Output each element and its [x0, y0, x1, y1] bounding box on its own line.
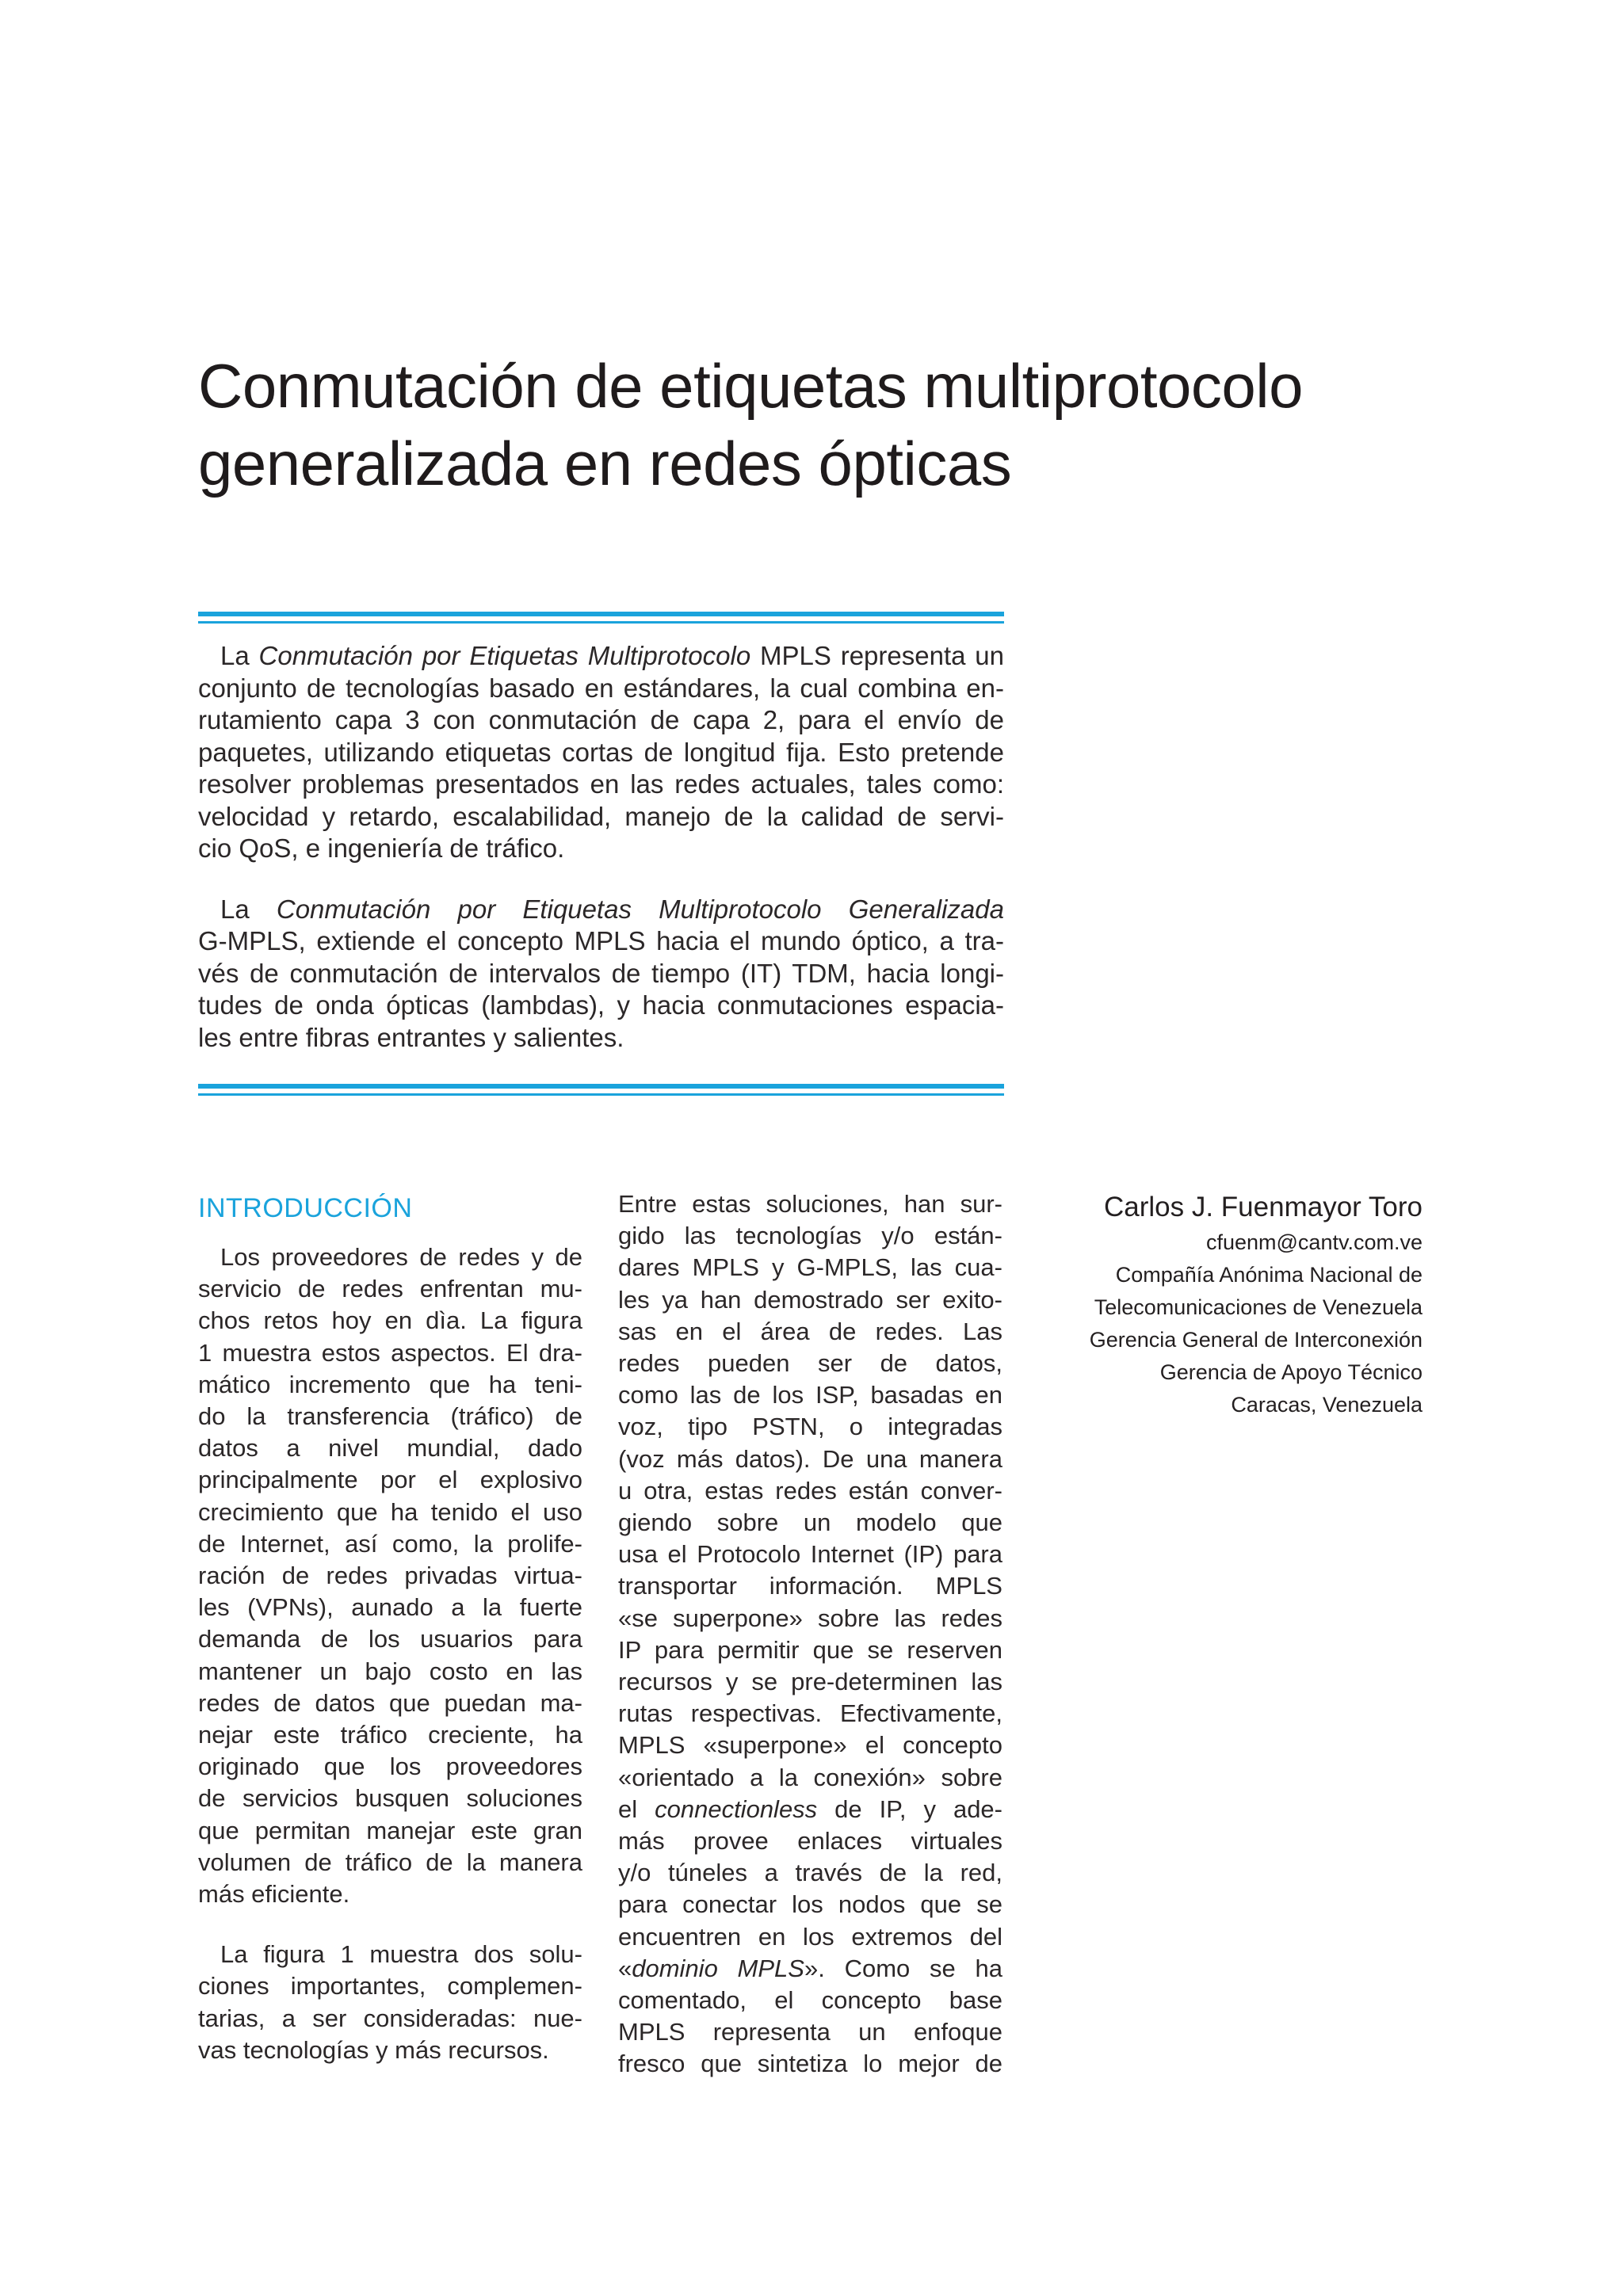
- text-line: demanda de los usuarios para: [198, 1625, 582, 1653]
- text-line: resolver problemas presentados en las redes actuales, tales como:: [198, 769, 1004, 799]
- text-line: cio QoS, e ingeniería de tráfico.: [198, 833, 565, 863]
- text-line: MPLS representa un enfoque: [618, 2018, 1002, 2046]
- text-line: tudes de onda ópticas (lambdas), y hacia conmutaciones espacia-: [198, 990, 1004, 1020]
- column-2: [618, 1188, 1002, 2109]
- abstract-paragraph-2: La Conmutación por Etiquetas Multiprotocolo Generalizada G-MPLS, extiende el concepto MPLS hacia el mundo óptico, a tra- vés de conmutación de intervalos de tiempo (IT) TDM, hacia longi- tudes de onda ópticas (lambdas), y hacia conmutaciones espacia- les entre fibras entrantes y salientes.: [198, 894, 1004, 1055]
- author-affiliation: Gerencia de Apoyo Técnico: [1159, 1360, 1423, 1384]
- text-line: de Internet, así como, la prolife-: [198, 1529, 582, 1558]
- text-line: mático incremento que ha teni-: [198, 1370, 582, 1398]
- text-line: servicio de redes enfrentan mu-: [198, 1275, 582, 1303]
- intro-paragraph-2: [198, 1939, 582, 2066]
- text-line: fresco que sintetiza lo mejor de: [618, 2050, 1002, 2078]
- column-1: [198, 1192, 582, 2095]
- text-line: redes de datos que puedan ma-: [198, 1688, 582, 1717]
- text-line: principalmente por el explosivo: [198, 1466, 582, 1494]
- text-line: redes pueden ser de datos,: [618, 1349, 1002, 1378]
- text-line: comentado, el concepto base: [618, 1986, 1002, 2015]
- text-line: el connectionless de IP, y ade-: [618, 1794, 1002, 1823]
- text-line: velocidad y retardo, escalabilidad, manejo de la calidad de servi-: [198, 801, 1004, 831]
- text-line: giendo sobre un modelo que: [618, 1508, 1002, 1537]
- author-name: Carlos J. Fuenmayor Toro: [1103, 1192, 1423, 1222]
- emphasis: Conmutación por Etiquetas Multiprotocolo: [258, 641, 751, 670]
- text-line: originado que los proveedores: [198, 1753, 582, 1781]
- text-line: «se superpone» sobre las redes: [618, 1604, 1002, 1632]
- text-line: rutas respectivas. Efectivamente,: [618, 1699, 1002, 1728]
- author-email: cfuenm@cantv.com.ve: [1205, 1230, 1423, 1254]
- text-line: tarias, a ser consideradas: nue-: [198, 2004, 582, 2032]
- text-line: usa el Protocolo Internet (IP) para: [618, 1540, 1002, 1569]
- text-line: que permitan manejar este gran: [198, 1816, 582, 1844]
- text-line: «orientado a la conexión» sobre: [618, 1763, 1002, 1791]
- abstract: [198, 640, 1004, 1082]
- article-title: [198, 347, 1387, 502]
- text-line: volumen de tráfico de la manera: [198, 1848, 582, 1876]
- author-affiliation: Caracas, Venezuela: [1231, 1393, 1423, 1417]
- top-rule: [198, 612, 1004, 624]
- text-line: u otra, estas redes están conver-: [618, 1476, 1002, 1505]
- author-affiliation: Compañía Anónima Nacional de: [1115, 1263, 1423, 1287]
- text-line: G-MPLS, extiende el concepto MPLS hacia el mundo óptico, a tra-: [198, 926, 1004, 955]
- text-line: les (VPNs), aunado a la fuerte: [198, 1593, 582, 1622]
- title-line: Conmutación de etiquetas multiprotocolo: [198, 351, 1303, 421]
- bottom-rule: [198, 1084, 1004, 1096]
- abstract-paragraph-1: La Conmutación por Etiquetas Multiprotocolo MPLS representa un conjunto de tecnologías basado en estándares, la cual combina en- rutamiento capa 3 con conmutación de capa 2, para el envío de paquetes, utilizando etiquetas cortas de longitud fija. Esto pretende resolver problemas presentados en las redes actuales, tales como: velocidad y retardo, escalabilidad, manejo de la calidad de servi- cio QoS, e ingeniería de tráfico.: [198, 640, 1004, 865]
- intro-paragraph-1: [198, 1241, 582, 1910]
- author-block: [983, 1188, 1423, 1421]
- text-line: les entre fibras entrantes y salientes.: [198, 1022, 624, 1052]
- text-line: nejar este tráfico creciente, ha: [198, 1721, 582, 1749]
- text-line: chos retos hoy en dìa. La figura: [198, 1306, 582, 1335]
- text-line: IP para permitir que se reserven: [618, 1635, 1002, 1664]
- title-line: generalizada en redes ópticas: [198, 429, 1012, 498]
- text-line: 1 muestra estos aspectos. El dra-: [198, 1338, 582, 1367]
- text-line: dares MPLS y G-MPLS, las cua-: [618, 1253, 1002, 1282]
- text-line: más eficiente.: [198, 1880, 350, 1909]
- text-line: recursos y se pre-determinen las: [618, 1668, 1002, 1696]
- text-line: ciones importantes, complemen-: [198, 1972, 582, 2000]
- text-line: vas tecnologías y más recursos.: [198, 2035, 549, 2064]
- text-line: MPLS «superpone» el concepto: [618, 1731, 1002, 1760]
- text-line: les ya han demostrado ser exito-: [618, 1285, 1002, 1314]
- text-line: datos a nivel mundial, dado: [198, 1434, 582, 1463]
- text-line: y/o túneles a través de la red,: [618, 1859, 1002, 1887]
- text-line: La figura 1 muestra dos solu-: [220, 1940, 582, 1969]
- text-line: rutamiento capa 3 con conmutación de capa 2, para el envío de: [198, 705, 1004, 734]
- text-line: gido las tecnologías y/o están-: [618, 1222, 1002, 1250]
- text-line: como las de los ISP, basadas en: [618, 1381, 1002, 1409]
- text-line: vés de conmutación de intervalos de tiempo (IT) TDM, hacia longi-: [198, 958, 1004, 988]
- emphasis: connectionless: [655, 1794, 818, 1823]
- text-line: transportar información. MPLS: [618, 1572, 1002, 1600]
- body-paragraph: [618, 1188, 1002, 2081]
- text-line: más provee enlaces virtuales: [618, 1827, 1002, 1855]
- text-line: para conectar los nodos que se: [618, 1890, 1002, 1919]
- text-line: voz, tipo PSTN, o integradas: [618, 1413, 1002, 1441]
- text-line: de servicios busquen soluciones: [198, 1784, 582, 1813]
- text-line: crecimiento que ha tenido el uso: [198, 1497, 582, 1526]
- text-line: (voz más datos). De una manera: [618, 1444, 1002, 1473]
- text-line: Entre estas soluciones, han sur-: [618, 1190, 1002, 1218]
- text-line: do la transferencia (tráfico) de: [198, 1402, 582, 1431]
- section-heading: INTRODUCCIÓN: [198, 1193, 413, 1223]
- text-line: ración de redes privadas virtua-: [198, 1562, 582, 1590]
- text-line: Los proveedores de redes y de: [220, 1243, 582, 1271]
- emphasis: Conmutación por Etiquetas Multiprotocolo Generalizada: [276, 894, 1004, 924]
- emphasis: dominio MPLS: [632, 1954, 804, 1982]
- text-line: sas en el área de redes. Las: [618, 1317, 1002, 1345]
- text-line: paquetes, utilizando etiquetas cortas de longitud fija. Esto pretende: [198, 737, 1004, 767]
- text-line: conjunto de tecnologías basado en estándares, la cual combina en-: [198, 673, 1004, 703]
- text-line: encuentren en los extremos del: [618, 1922, 1002, 1951]
- author-affiliation: Gerencia General de Interconexión: [1089, 1328, 1423, 1352]
- author-affiliation: Telecomunicaciones de Venezuela: [1094, 1295, 1423, 1319]
- text-line: «dominio MPLS». Como se ha: [618, 1954, 1003, 1982]
- text-line: mantener un bajo costo en las: [198, 1657, 582, 1685]
